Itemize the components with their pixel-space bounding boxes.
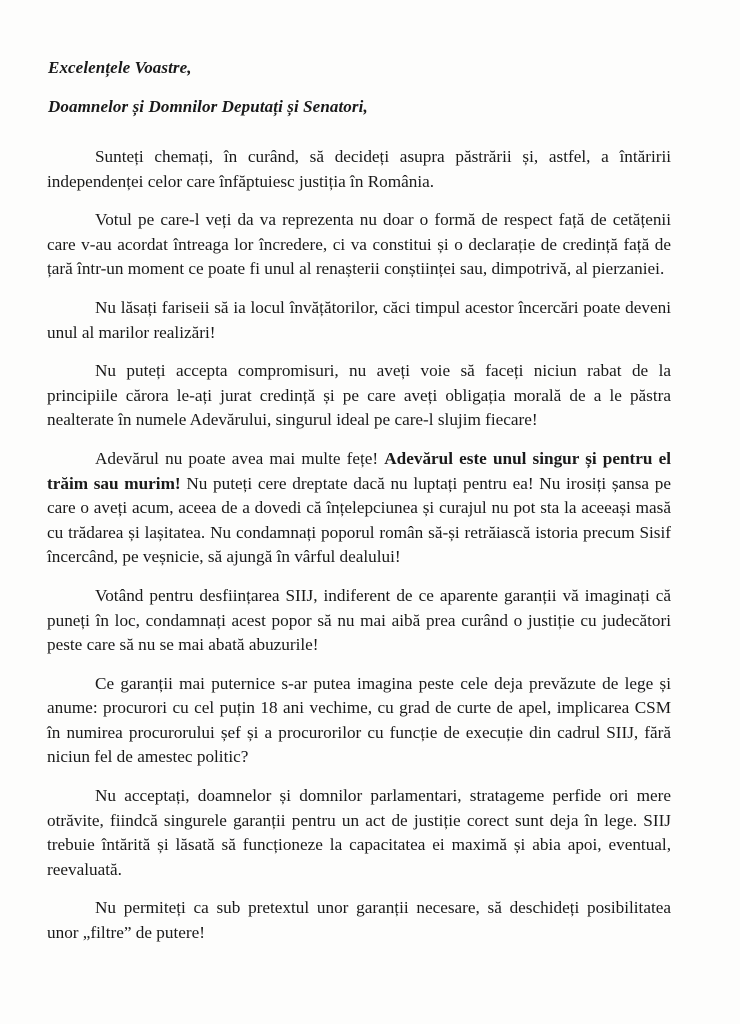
paragraph-3: Nu lăsați fariseii să ia locul învățătorilor, căci timpul acestor încercări poate deveni unul al marilor realizări! (47, 297, 671, 342)
paragraph-4: Nu puteți accepta compromisuri, nu aveți voie să faceți niciun rabat de la principiile cărora le-ați jurat credință și pe care aveți obligația morală de a le păstra nealterate în numele Adevărului, singurul ideal pe care-l slujim fiecare! (47, 361, 671, 430)
paragraph-7: Ce garanții mai puternice s-ar putea imagina peste cele deja prevăzute de lege și anume: procurori cu cel puțin 18 ani vechime, cu grad de curte de apel, implicarea CSM în numirea procurorului șef și a procurorilor cu funcție de execuție din cadrul SIIJ, fără niciun fel de amestec politic? (47, 673, 671, 767)
salutation-line-1: Excelențele Voastre, (48, 58, 192, 77)
paragraph-9: Nu permiteți ca sub pretextul unor garanții necesare, să deschideți posibilitatea unor „filtre” de putere! (47, 898, 671, 943)
paragraph-5-emphasis: Adevărul este unul singur și pentru el trăim sau murim! (47, 448, 672, 493)
paragraph-5-part-1: Adevărul nu poate avea mai multe fețe! (95, 448, 385, 468)
paragraph-8: Nu acceptați, doamnelor și domnilor parlamentari, stratageme perfide ori mere otrăvite, fiindcă singurele garanții pentru un act de justiție corect sunt deja în lege. SIIJ trebuie întărită și lăsată să funcționeze la capacitatea ei maximă și abia apoi, eventual, reevaluată. (47, 786, 671, 879)
paragraph-5 (47, 447, 671, 570)
paragraph-2: Votul pe care-l veți da va reprezenta nu doar o formă de respect față de cetățenii care v-au acordat întreaga lor încredere, ci va constitui și o declarație de credință față de țară într-un moment ce poate fi unul al renașterii conștiinței sau, dimpotrivă, al pierzaniei. (47, 210, 671, 279)
salutation-line-2: Doamnelor și Domnilor Deputați și Senatori, (48, 97, 368, 116)
paragraph-6: Votând pentru desființarea SIIJ, indiferent de ce aparente garanții vă imaginați că puneți în loc, condamnați acest popor să nu mai aibă prea curând o justiție cu judecători peste care să nu se mai abată abuzurile! (47, 585, 671, 655)
paragraph-1: Sunteți chemați, în curând, să decideți asupra păstrării și, astfel, a întăririi independenței celor care înfăptuiesc justiția în România. (47, 147, 671, 191)
letter-body (47, 145, 671, 946)
paragraph-5-part-2: Nu puteți cere dreptate dacă nu luptați pentru ea! Nu irosiți șansa pe care o aveți acum, aceea de a dovedi că înțelepciunea și curajul nu pot sta la aceeași masă cu trădarea și lașitatea. Nu condamnați poporul român să-și retrăiască istoria precum Sisif încercând, pe veșnicie, să ajungă în vârful dealului! (47, 473, 671, 567)
